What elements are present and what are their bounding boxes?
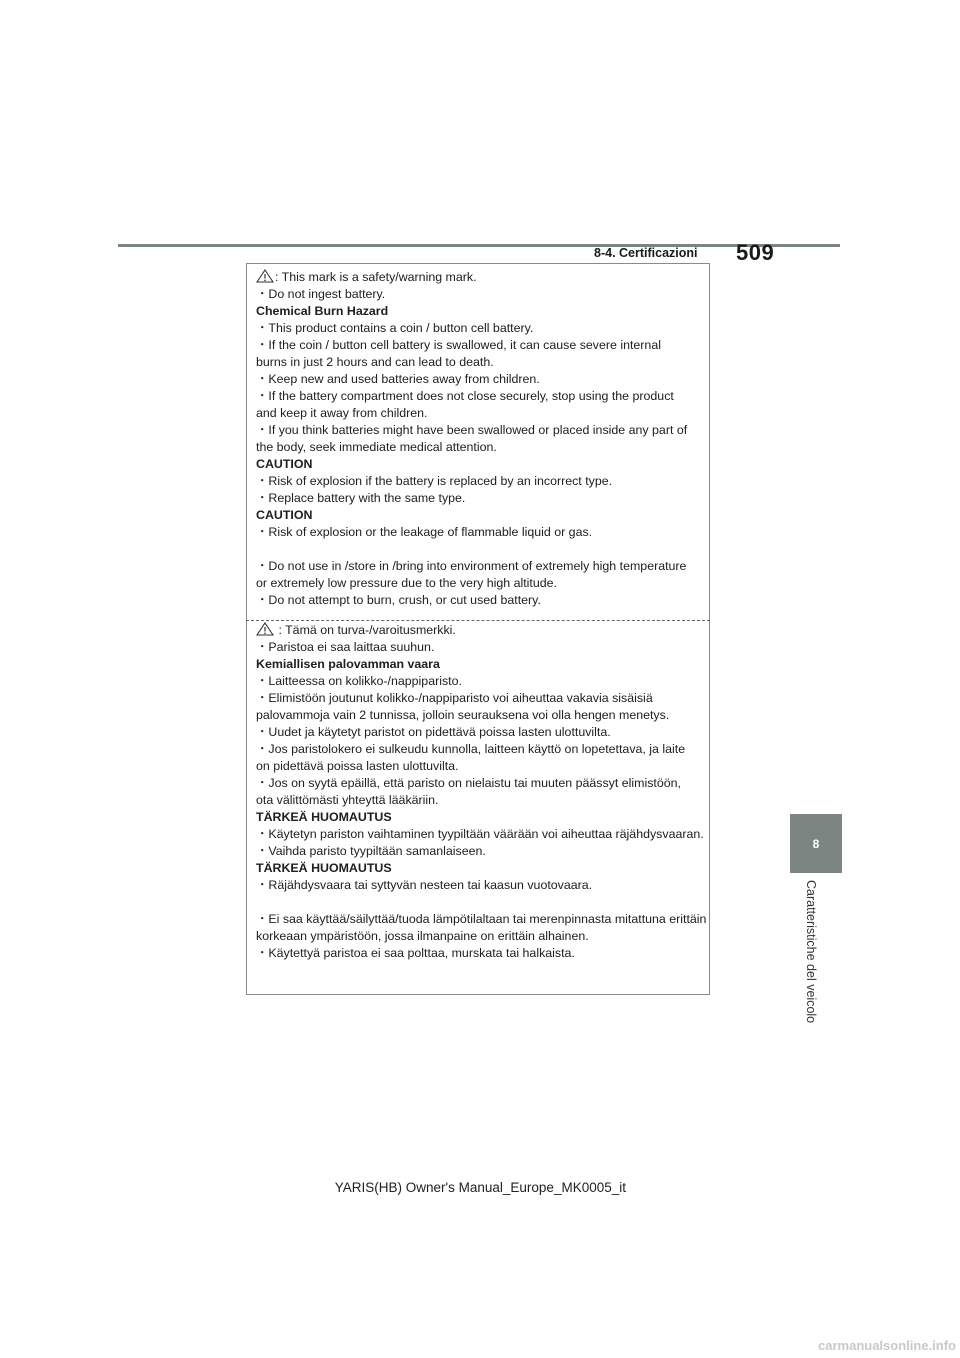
line-mark [256,622,716,639]
line-text: ・Räjähdysvaara tai syttyvän nesteen tai kaasun vuotovaara. [256,878,593,892]
line-keep-away [256,371,716,388]
line-text: ・Do not ingest battery. [256,287,386,301]
line-text: CAUTION [256,508,313,522]
line-text: ・Keep new and used batteries away from children. [256,372,540,386]
line-heading-caution-1 [256,809,716,826]
line-text: the body, seek immediate medical attention. [256,440,497,454]
line-keep-away [256,724,716,741]
line-swallowed-2 [256,354,716,371]
line-compartment-1 [256,388,716,405]
manual-footer: YARIS(HB) Owner's Manual_Europe_MK0005_it [334,1180,626,1195]
line-explosion-leak [256,524,716,541]
line-explosion-type [256,826,716,843]
section-title: 8-4. Certificazioni [594,246,698,260]
header-rule [118,244,840,247]
line-swallowed-2 [256,707,716,724]
line-think-2 [256,439,716,456]
line-ingest [256,639,716,656]
line-text: and keep it away from children. [256,406,428,420]
line-text: ・Risk of explosion or the leakage of flammable liquid or gas. [256,525,593,539]
chapter-title-text: Caratteristiche del veicolo [804,880,818,1024]
line-think-1 [256,422,716,439]
line-text: CAUTION [256,457,313,471]
line-text: ・Vaihda paristo tyypiltään samanlaiseen. [256,844,486,858]
line-text: : Tämä on turva-/varoitusmerkki. [275,623,456,637]
line-text: ・Käytettyä paristoa ei saa polttaa, murskata tai halkaista. [256,946,575,960]
language-divider [246,620,710,621]
line-text: ・Käytetyn pariston vaihtaminen tyypiltään väärään voi aiheuttaa räjähdysvaaran. [256,827,704,841]
line-text: ・Elimistöön joutunut kolikko-/nappiparisto voi aiheuttaa vakavia sisäisiä [256,691,653,705]
watermark: carmanualsonline.info [818,1338,956,1353]
line-text: ・Do not use in /store in /bring into environment of extremely high temperature [256,559,687,573]
chapter-tab[interactable] [790,814,842,873]
line-text: ・Jos on syytä epäillä, että paristo on nielaistu tai muuten päässyt elimistöön, [256,776,681,790]
line-ingest [256,286,716,303]
line-compartment-2 [256,758,716,775]
finnish-warning-text [256,622,716,962]
line-think-1 [256,775,716,792]
line-explosion-leak [256,877,716,894]
line-text: ・Paristoa ei saa laittaa suuhun. [256,640,435,654]
line-contains [256,320,716,337]
line-env-1 [256,911,716,928]
line-text: ・Risk of explosion if the battery is replaced by an incorrect type. [256,474,613,488]
blank-line [256,541,716,558]
line-compartment-1 [256,741,716,758]
line-text: ・Uudet ja käytetyt paristot on pidettävä poissa lasten ulottuvilta. [256,725,611,739]
line-env-2 [256,928,716,945]
line-text: on pidettävä poissa lasten ulottuvilta. [256,759,459,773]
line-heading-caution-1 [256,456,716,473]
line-env-1 [256,558,716,575]
chapter-number: 8 [812,836,820,851]
chapter-title [802,880,820,1110]
line-explosion-type [256,473,716,490]
line-heading-hazard [256,656,716,673]
line-text: ・Ei saa käyttää/säilyttää/tuoda lämpötilaltaan tai merenpinnasta mitattuna erittäin [256,912,707,926]
line-mark [256,269,716,286]
line-text: TÄRKEÄ HUOMAUTUS [256,810,392,824]
line-swallowed-1 [256,690,716,707]
line-text: ota välittömästi yhteyttä lääkäriin. [256,793,439,807]
blank-line [256,894,716,911]
line-text: Kemiallisen palovamman vaara [256,657,440,671]
line-text: ・If the coin / button cell battery is swallowed, it can cause severe internal [256,338,661,352]
line-text: : This mark is a safety/warning mark. [275,270,477,284]
line-text: Chemical Burn Hazard [256,304,389,318]
line-compartment-2 [256,405,716,422]
line-burn [256,945,716,962]
line-text: korkeaan ympäristöön, jossa ilmanpaine on erittäin alhainen. [256,929,589,943]
page-number: 509 [736,240,775,265]
line-text: ・If you think batteries might have been swallowed or placed inside any part of [256,423,688,437]
line-text: TÄRKEÄ HUOMAUTUS [256,861,392,875]
warning-triangle-icon [256,269,274,283]
line-env-2 [256,575,716,592]
line-text: ・Jos paristolokero ei sulkeudu kunnolla, laitteen käyttö on lopetettava, ja laite [256,742,686,756]
line-swallowed-1 [256,337,716,354]
english-warning-text [256,269,716,609]
line-text: ・If the battery compartment does not close securely, stop using the product [256,389,674,403]
line-text: burns in just 2 hours and can lead to death. [256,355,494,369]
line-text: palovammoja vain 2 tunnissa, jolloin seurauksena voi olla hengen menetys. [256,708,670,722]
line-burn [256,592,716,609]
line-text: or extremely low pressure due to the very high altitude. [256,576,557,590]
line-replace [256,490,716,507]
line-replace [256,843,716,860]
line-heading-hazard [256,303,716,320]
line-think-2 [256,792,716,809]
line-contains [256,673,716,690]
line-text: ・Do not attempt to burn, crush, or cut used battery. [256,593,541,607]
line-text: ・This product contains a coin / button cell battery. [256,321,534,335]
line-heading-caution-2 [256,860,716,877]
line-text: ・Replace battery with the same type. [256,491,466,505]
warning-triangle-icon [256,622,274,636]
line-heading-caution-2 [256,507,716,524]
line-text: ・Laitteessa on kolikko-/nappiparisto. [256,674,462,688]
